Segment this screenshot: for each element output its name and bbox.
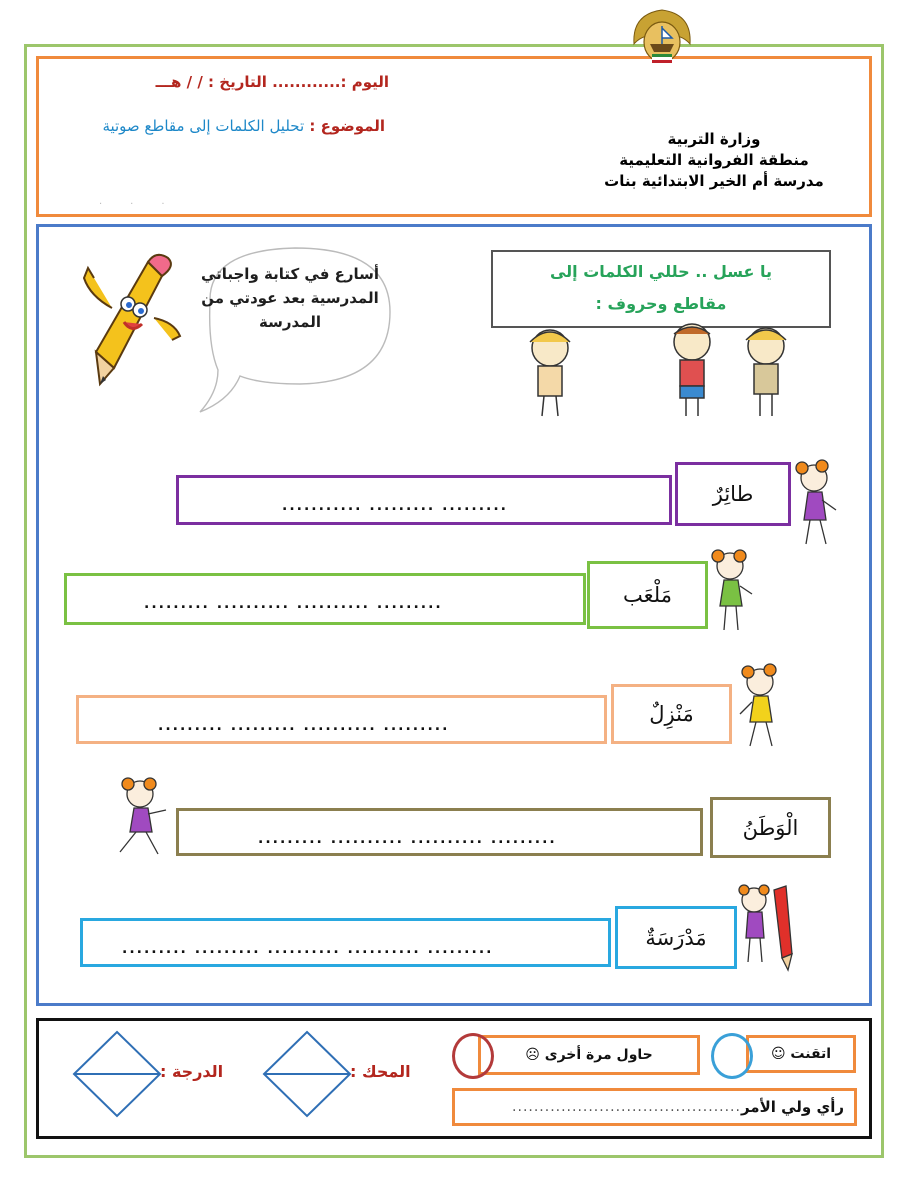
instruction-text (491, 256, 831, 320)
girl-figure-icon (108, 776, 170, 860)
bubble-line: أسارع في كتابة واجباتي (200, 265, 380, 283)
grade-label: الدرجة : (160, 1062, 224, 1081)
mastered-box[interactable]: اتقنت ☺ (746, 1035, 856, 1073)
girl-with-pencil-icon (736, 880, 800, 974)
header-box (36, 56, 872, 217)
instruction-line: يا عسل .. حللي الكلمات إلى (549, 262, 773, 281)
parent-opinion-box[interactable] (452, 1088, 857, 1126)
answer-dots: ......... .......... .......... ......... (144, 596, 443, 612)
ministry-block (599, 129, 829, 192)
answer-dots: ......... ......... .......... ......... (158, 718, 450, 734)
criterion-label: المحك : (350, 1062, 411, 1081)
instruction-line: مقاطع وحروف : (595, 294, 727, 313)
kids-holding-sign-icon (502, 320, 822, 420)
bubble-line: المدرسية بعد عودتي من (201, 289, 379, 307)
word-box: مَدْرَسَةٌ (615, 906, 737, 969)
word-box: مَلْعَب (587, 561, 708, 629)
answer-dots: ........... ......... ......... (282, 498, 508, 514)
girl-figure-icon (792, 458, 842, 550)
try-again-circle[interactable] (452, 1033, 494, 1079)
bubble-line: المدرسة (259, 313, 321, 331)
word-box: مَنْزِلٌ (611, 684, 732, 744)
subject-label: الموضوع : (309, 117, 385, 135)
bubble-text (200, 262, 380, 334)
word-box: طائِرٌ (675, 462, 791, 526)
ministry-line: وزارة التربية (667, 130, 761, 148)
subject-line (102, 117, 385, 135)
pencil-character-icon (70, 248, 188, 390)
mastered-circle[interactable] (711, 1033, 753, 1079)
parent-opinion-dots: .......................................... (512, 1099, 741, 1115)
try-again-box[interactable]: حاول مرة أخرى ☹ (478, 1035, 700, 1075)
school-line: مدرسة أم الخير الابتدائية بنات (604, 172, 824, 190)
grade-diamond[interactable] (72, 1030, 162, 1118)
parent-opinion-label: رأي ولي الأمر (740, 1098, 844, 1116)
girl-figure-icon (736, 660, 788, 752)
criterion-diamond[interactable] (262, 1030, 352, 1118)
kuwait-emblem-icon (622, 4, 702, 68)
word-box: الْوَطَنُ (710, 797, 831, 858)
girl-figure-icon (706, 546, 756, 638)
subject-text: تحليل الكلمات إلى مقاطع صوتية (102, 117, 305, 135)
district-line: منطقة الفروانية التعليمية (619, 151, 809, 169)
date-line: اليوم :............ التاريخ : / / هـــ (155, 73, 389, 91)
answer-dots: ......... ......... .......... .......... ......... (122, 941, 494, 957)
answer-dots: ......... .......... .......... ......... (258, 831, 557, 847)
header-dots: ··· (99, 199, 193, 210)
